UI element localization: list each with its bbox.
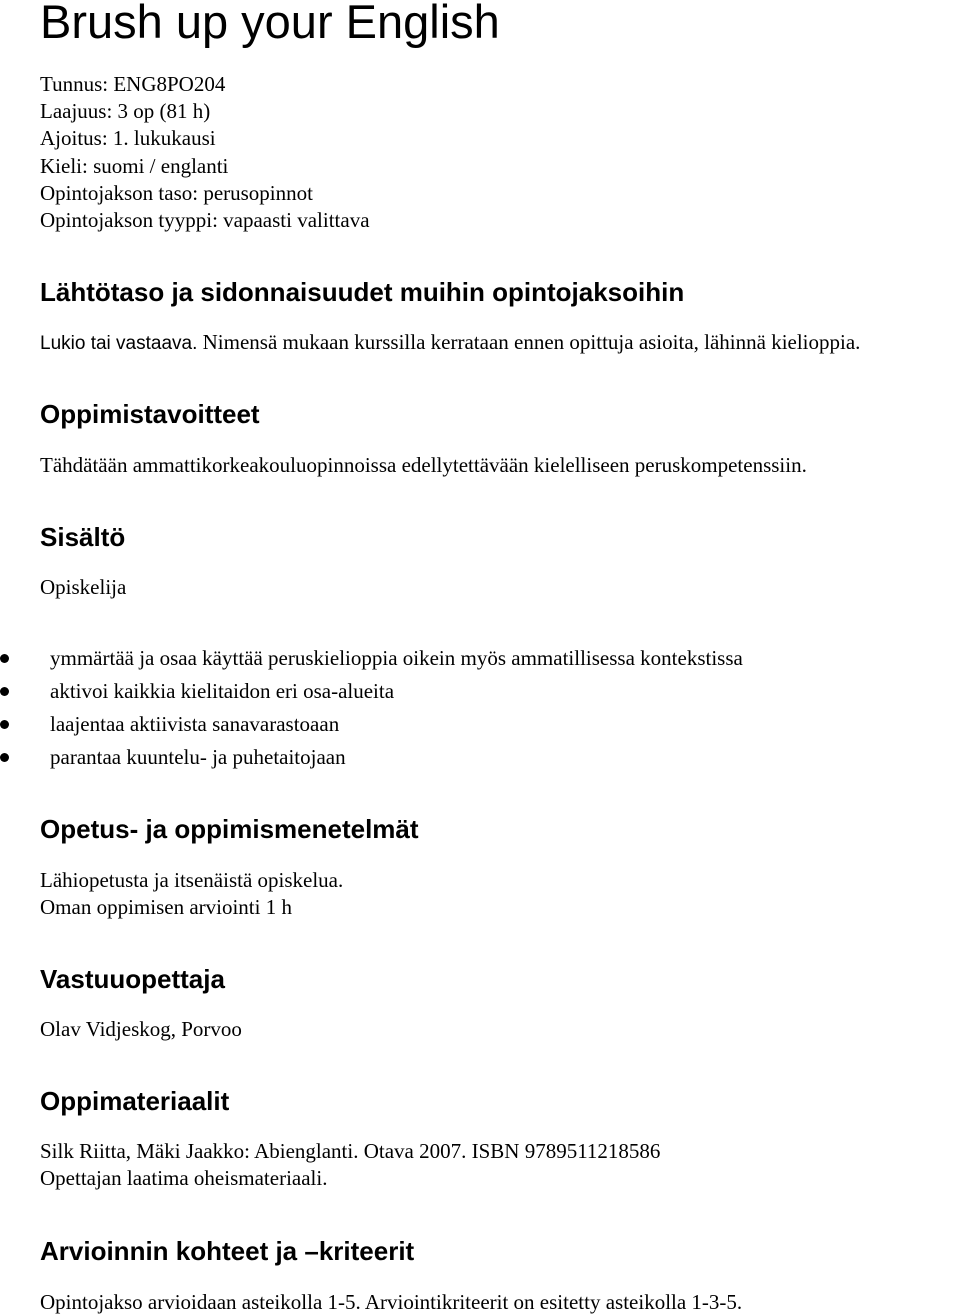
assessment-heading: Arvioinnin kohteet ja –kriteerit (40, 1236, 415, 1266)
page-title: Brush up your English (40, 0, 500, 48)
course-meta (40, 71, 370, 234)
prerequisites-heading: Lähtötaso ja sidonnaisuudet muihin opintojaksoihin (40, 277, 685, 307)
bullet-icon (0, 654, 9, 663)
content-list (0, 645, 743, 777)
meta-timing: Ajoitus: 1. lukukausi (40, 126, 216, 151)
prerequisites-lead: Lukio tai vastaava. (40, 333, 198, 354)
meta-type: Opintojakson tyyppi: vapaasti valittava (40, 208, 370, 233)
bullet-icon (0, 753, 9, 762)
meta-code: Tunnus: ENG8PO204 (40, 72, 226, 96)
bullet-icon (0, 687, 9, 696)
list-item: ymmärtää ja osaa käyttää peruskielioppia oikein myös ammatillisessa kontekstissa (0, 645, 743, 678)
meta-language: Kieli: suomi / englanti (40, 153, 229, 178)
list-item: parantaa kuuntelu- ja puhetaitojaan (0, 744, 743, 777)
assessment-text: Opintojakso arvioidaan asteikolla 1-5. Arviointikriteerit on esitetty asteikolla 1-3-5. (40, 1290, 743, 1314)
materials-line-1: Silk Riitta, Mäki Jaakko: Abienglanti. Otava 2007. ISBN 9789511218586 (40, 1139, 661, 1163)
bullet-icon (0, 720, 9, 729)
meta-level: Opintojakson taso: perusopinnot (40, 180, 313, 205)
teacher-heading: Vastuuopettaja (40, 964, 225, 994)
list-item: aktivoi kaikkia kielitaidon eri osa-alueita (0, 678, 743, 711)
materials-line-2: Opettajan laatima oheismateriaali. (40, 1166, 328, 1190)
materials-heading: Oppimateriaalit (40, 1086, 230, 1116)
methods-line-2: Oman oppimisen arviointi 1 h (40, 895, 292, 919)
meta-scope: Laajuus: 3 op (81 h) (40, 99, 211, 124)
objectives-text: Tähdätään ammattikorkeakouluopinnoissa edellytettävään kielelliseen peruskompetenssiin. (40, 453, 807, 477)
prerequisites-body: Nimensä mukaan kurssilla kerrataan ennen opittuja asioita, lähinnä kielioppia. (197, 330, 861, 354)
teacher-name: Olav Vidjeskog, Porvoo (40, 1017, 242, 1041)
methods-heading: Opetus- ja oppimismenetelmät (40, 814, 419, 844)
prerequisites-text (40, 329, 860, 357)
methods-line-1: Lähiopetusta ja itsenäistä opiskelua. (40, 868, 344, 892)
content-heading: Sisältö (40, 522, 126, 552)
content-intro: Opiskelija (40, 575, 127, 599)
objectives-heading: Oppimistavoitteet (40, 399, 260, 429)
list-item: laajentaa aktiivista sanavarastoaan (0, 711, 743, 744)
